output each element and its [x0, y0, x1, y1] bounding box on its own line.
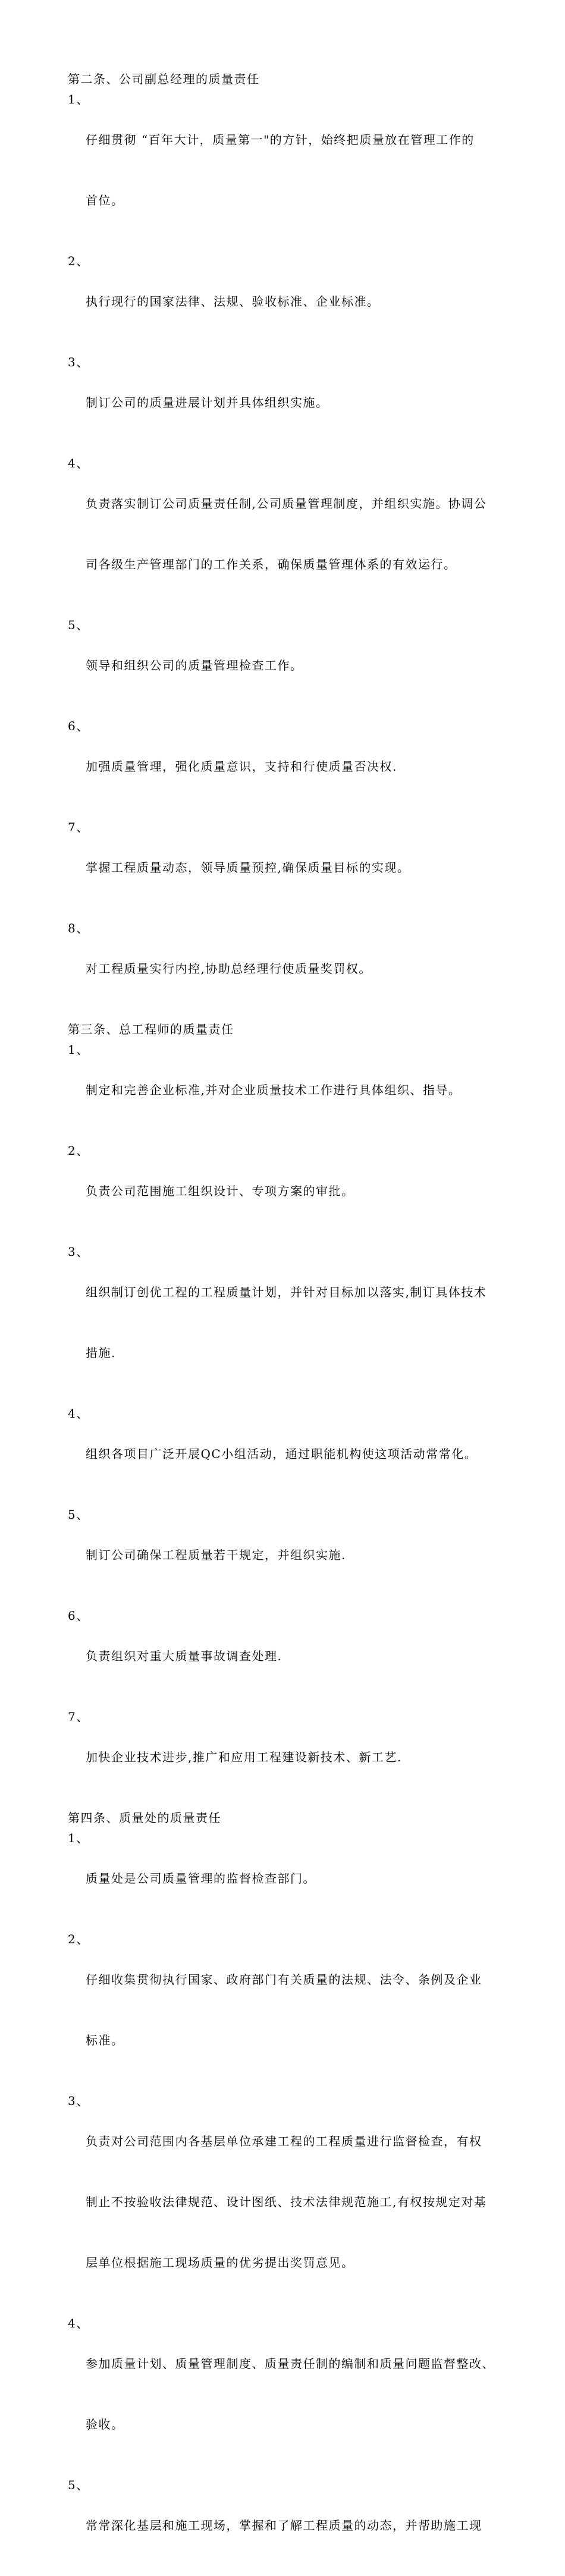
- item-text: [86, 1141, 520, 1242]
- list-item: [68, 1039, 520, 1141]
- item-number: 3、: [68, 2094, 89, 2108]
- item-text: [86, 251, 520, 352]
- item-number: 1、: [68, 1042, 89, 1057]
- item-text: [86, 918, 520, 1019]
- item-text: [86, 1707, 520, 1808]
- list-item: [68, 1929, 520, 2091]
- list-item: [68, 716, 520, 817]
- item-line: 负责对公司范围内各基层单位承建工程的工程质量进行监督检查，有权: [86, 2134, 482, 2148]
- item-line: 仔细收集贯彻执行国家、政府部门有关质量的法规、法令、条例及企业: [86, 1972, 482, 1987]
- item-line: 组织制订创优工程的工程质量计划，并针对目标加以落实,制订具体技术: [86, 1285, 487, 1299]
- item-line: 首位。: [86, 193, 124, 208]
- item-number: 5、: [68, 2478, 89, 2492]
- item-number: 4、: [68, 1406, 89, 1421]
- item-number: 1、: [68, 1831, 89, 1845]
- item-number: 4、: [68, 2316, 89, 2330]
- list-item: [68, 1242, 520, 1403]
- item-line: 加强质量管理，强化质量意识，支持和行使质量否决权.: [86, 759, 397, 774]
- list-item: [68, 89, 520, 251]
- list-item: [68, 1707, 520, 1808]
- item-text: [86, 352, 520, 453]
- item-number: 8、: [68, 921, 89, 935]
- item-text: [86, 2091, 520, 2313]
- item-number: 2、: [68, 1144, 89, 1158]
- item-number: 5、: [68, 618, 89, 632]
- list-item: [68, 453, 520, 615]
- item-line: 司各级生产管理部门的工作关系，确保质量管理体系的有效运行。: [86, 557, 457, 571]
- item-text: [86, 1242, 520, 1403]
- item-line: 负责组织对重大质量事故调查处理.: [86, 1649, 282, 1663]
- item-text: [86, 1403, 520, 1504]
- list-item: [68, 1403, 520, 1504]
- item-number: 2、: [68, 1932, 89, 1946]
- item-line: 执行现行的国家法律、法规、验收标准、企业标准。: [86, 294, 380, 309]
- item-text: [86, 1828, 520, 1929]
- list-item: [68, 251, 520, 352]
- item-text: [86, 1606, 520, 1707]
- item-line: 负责公司范围施工组织设计、专项方案的审批。: [86, 1184, 354, 1198]
- item-line: 验收。: [86, 2417, 124, 2432]
- item-number: 4、: [68, 456, 89, 470]
- list-item: [68, 2091, 520, 2313]
- item-text: [86, 2475, 520, 2576]
- item-text: [86, 817, 520, 918]
- list-item: [68, 918, 520, 1019]
- list-item: [68, 352, 520, 453]
- item-number: 5、: [68, 1507, 89, 1522]
- item-line: 制订公司的质量进展计划并具体组织实施。: [86, 395, 329, 410]
- item-line: 质量处是公司质量管理的监督检查部门。: [86, 1871, 316, 1886]
- item-line: 层单位根据施工现场质量的优劣提出奖罚意见。: [86, 2255, 354, 2270]
- item-number: 3、: [68, 355, 89, 369]
- list-item: [68, 1504, 520, 1606]
- item-text: [86, 615, 520, 716]
- item-number: 6、: [68, 719, 89, 733]
- item-line: 标准。: [86, 2033, 124, 2047]
- list-item: [68, 817, 520, 918]
- item-line: 参加质量计划、质量管理制度、质量责任制的编制和质量问题监督整改、: [86, 2357, 495, 2371]
- section-heading: 第四条、质量处的质量责任: [68, 1811, 221, 1825]
- item-text: [86, 89, 520, 251]
- list-item: [68, 2475, 520, 2576]
- item-line: 常常深化基层和施工现场，掌握和了解工程质量的动态，并帮助施工现: [86, 2518, 482, 2533]
- item-number: 6、: [68, 1609, 89, 1623]
- list-item: [68, 2313, 520, 2475]
- section-heading: 第三条、总工程师的质量责任: [68, 1022, 234, 1036]
- item-text: [86, 1929, 520, 2091]
- item-text: [86, 2313, 520, 2475]
- item-line: 加快企业技术进步,推广和应用工程建设新技术、新工艺.: [86, 1750, 402, 1764]
- section-heading: 第二条、公司副总经理的质量责任: [68, 72, 260, 86]
- item-line: 制订公司确保工程质量若干规定，并组织实施.: [86, 1548, 346, 1562]
- list-item: [68, 615, 520, 716]
- item-line: 负责落实制订公司质量责任制,公司质量管理制度，并组织实施。协调公: [86, 497, 487, 511]
- item-text: [86, 1504, 520, 1606]
- item-number: 2、: [68, 254, 89, 268]
- item-number: 3、: [68, 1245, 89, 1259]
- item-line: 组织各项目广泛开展QC小组活动，通过职能机构使这项活动常常化。: [86, 1447, 478, 1461]
- item-number: 1、: [68, 92, 89, 106]
- item-line: 措施.: [86, 1346, 116, 1360]
- item-line: 领导和组织公司的质量管理检查工作。: [86, 658, 303, 673]
- item-line: 制定和完善企业标准,并对企业质量技术工作进行具体组织、指导。: [86, 1083, 462, 1097]
- section-article-2: [68, 69, 520, 1019]
- list-item: [68, 1141, 520, 1242]
- section-article-4: [68, 1808, 520, 2576]
- item-text: [86, 453, 520, 615]
- section-article-3: [68, 1019, 520, 1808]
- list-item: [68, 1606, 520, 1707]
- document-body: [68, 69, 520, 2576]
- item-number: 7、: [68, 1710, 89, 1724]
- item-line: 掌握工程质量动态，领导质量预控,确保质量目标的实现。: [86, 860, 410, 875]
- item-text: [86, 1039, 520, 1141]
- list-item: [68, 1828, 520, 1929]
- item-number: 7、: [68, 820, 89, 834]
- item-line: 制止不按验收法律规范、设计图纸、技术法律规范施工,有权按规定对基: [86, 2195, 487, 2209]
- item-line: 仔细贯彻 “百年大计，质量第一"的方针，始终把质量放在管理工作的: [86, 133, 475, 147]
- item-line: 对工程质量实行内控,协助总经理行使质量奖罚权。: [86, 962, 372, 976]
- item-text: [86, 716, 520, 817]
